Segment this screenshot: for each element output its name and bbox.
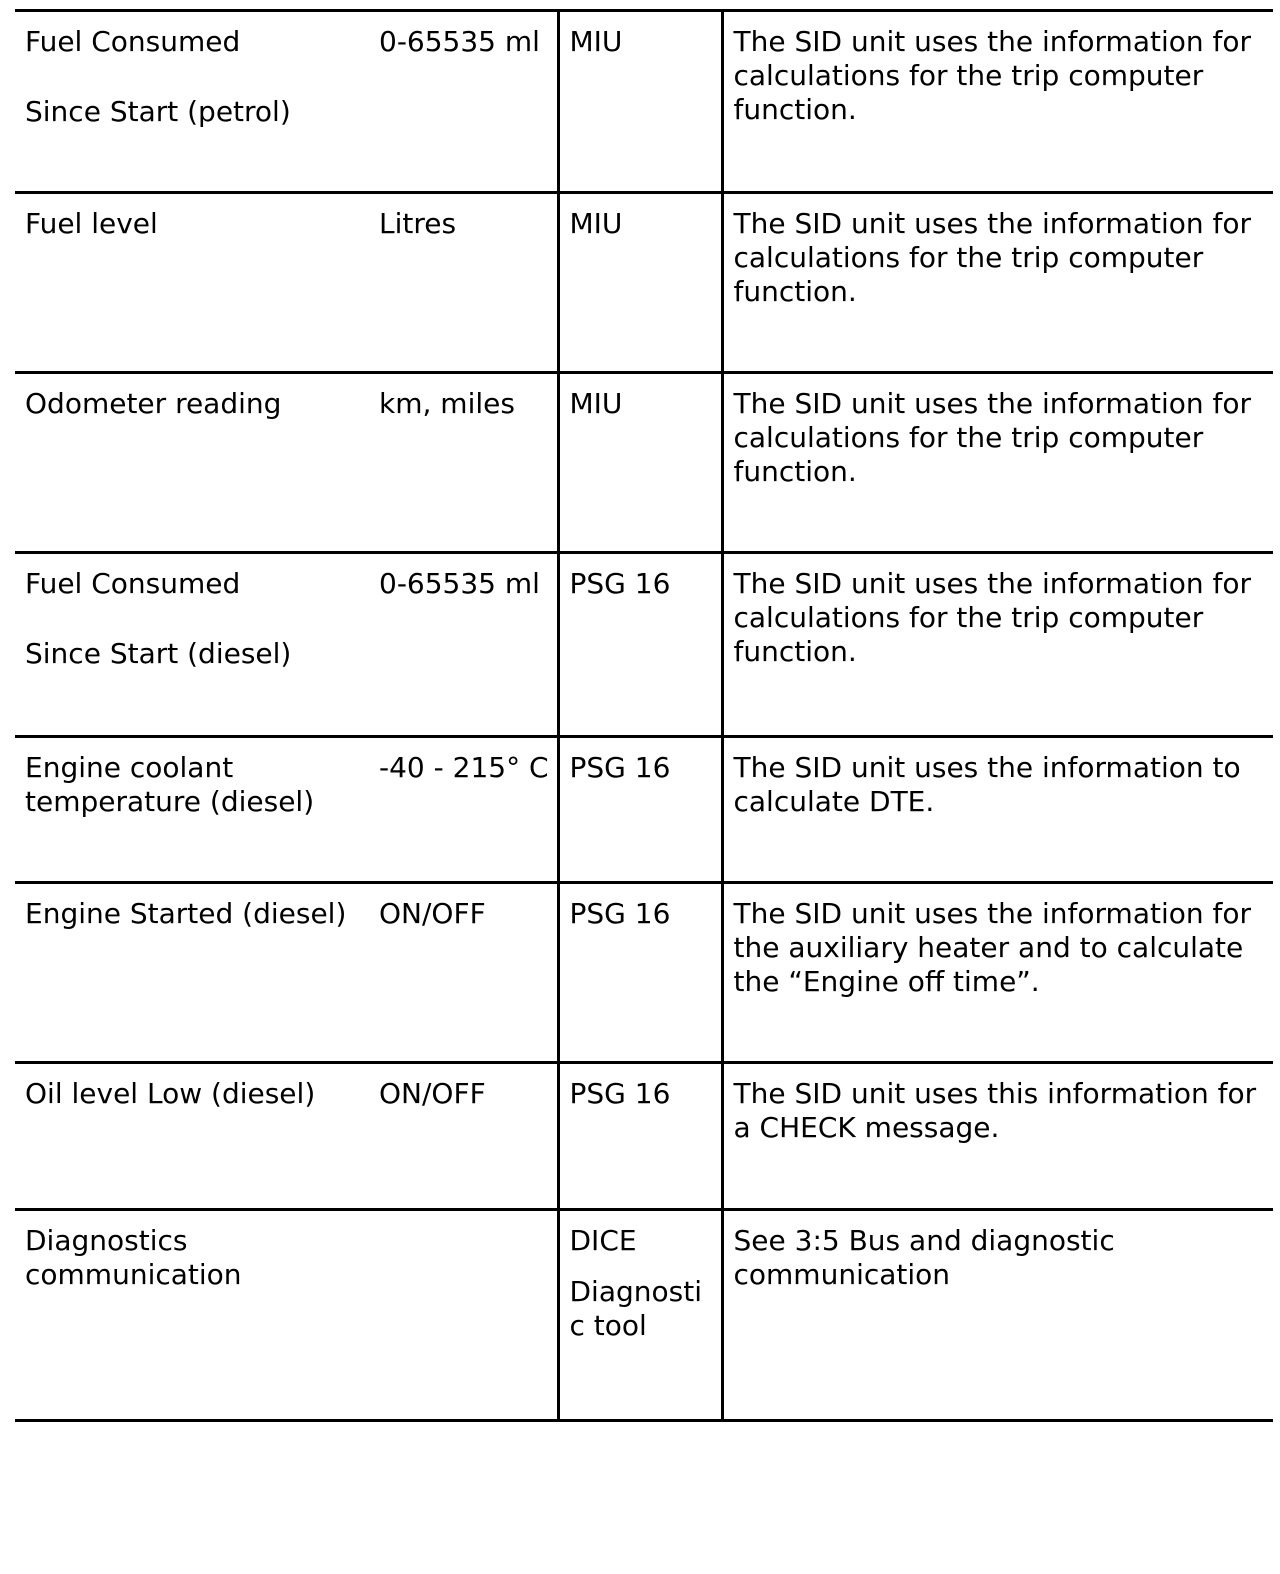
signal-name-line-2: Since Start (petrol) [25, 95, 291, 128]
description-cell: The SID unit uses the information for the auxiliary heater and to calculate the “Engine off time”. [722, 883, 1273, 1063]
signal-name-line-2: Since Start (diesel) [25, 637, 292, 670]
signal-cell [15, 11, 377, 193]
signal-cell: Engine Started (diesel) [15, 883, 377, 1063]
range-cell: -40 - 215° C [377, 737, 558, 883]
description-cell: See 3:5 Bus and diagnostic communication [722, 1210, 1273, 1421]
table-row [15, 193, 1273, 373]
table-row [15, 11, 1273, 193]
table-row [15, 883, 1273, 1063]
table-row [15, 737, 1273, 883]
signal-cell: Odometer reading [15, 373, 377, 553]
description-cell: The SID unit uses the information for calculations for the trip computer function. [722, 373, 1273, 553]
source-cell: PSG 16 [558, 883, 722, 1063]
table-row [15, 373, 1273, 553]
range-cell: 0-65535 ml [377, 11, 558, 193]
signal-cell: Diagnostics communication [15, 1210, 377, 1421]
source-cell [558, 1210, 722, 1421]
signal-name: Fuel Consumed [25, 567, 241, 600]
source-cell: PSG 16 [558, 1063, 722, 1210]
source-cell: MIU [558, 373, 722, 553]
source-name: DICE [569, 1224, 637, 1257]
source-cell: PSG 16 [558, 553, 722, 737]
description-cell: The SID unit uses the information for calculations for the trip computer function. [722, 553, 1273, 737]
source-name-line-2: Diagnostic tool [569, 1275, 702, 1342]
range-cell: km, miles [377, 373, 558, 553]
source-cell: MIU [558, 193, 722, 373]
range-cell [377, 1210, 558, 1421]
signal-table [15, 9, 1273, 1422]
signal-cell: Oil level Low (diesel) [15, 1063, 377, 1210]
range-cell: ON/OFF [377, 883, 558, 1063]
range-cell: 0-65535 ml [377, 553, 558, 737]
table-row [15, 553, 1273, 737]
signal-cell [15, 553, 377, 737]
range-cell: ON/OFF [377, 1063, 558, 1210]
signal-name: Fuel Consumed [25, 25, 241, 58]
table-row [15, 1063, 1273, 1210]
signal-cell: Fuel level [15, 193, 377, 373]
description-cell: The SID unit uses the information to calculate DTE. [722, 737, 1273, 883]
signal-cell: Engine coolant temperature (diesel) [15, 737, 377, 883]
table-row [15, 1210, 1273, 1421]
source-cell: PSG 16 [558, 737, 722, 883]
description-cell: The SID unit uses the information for calculations for the trip computer function. [722, 193, 1273, 373]
range-cell: Litres [377, 193, 558, 373]
source-cell: MIU [558, 11, 722, 193]
description-cell: The SID unit uses the information for calculations for the trip computer function. [722, 11, 1273, 193]
description-cell: The SID unit uses this information for a CHECK message. [722, 1063, 1273, 1210]
